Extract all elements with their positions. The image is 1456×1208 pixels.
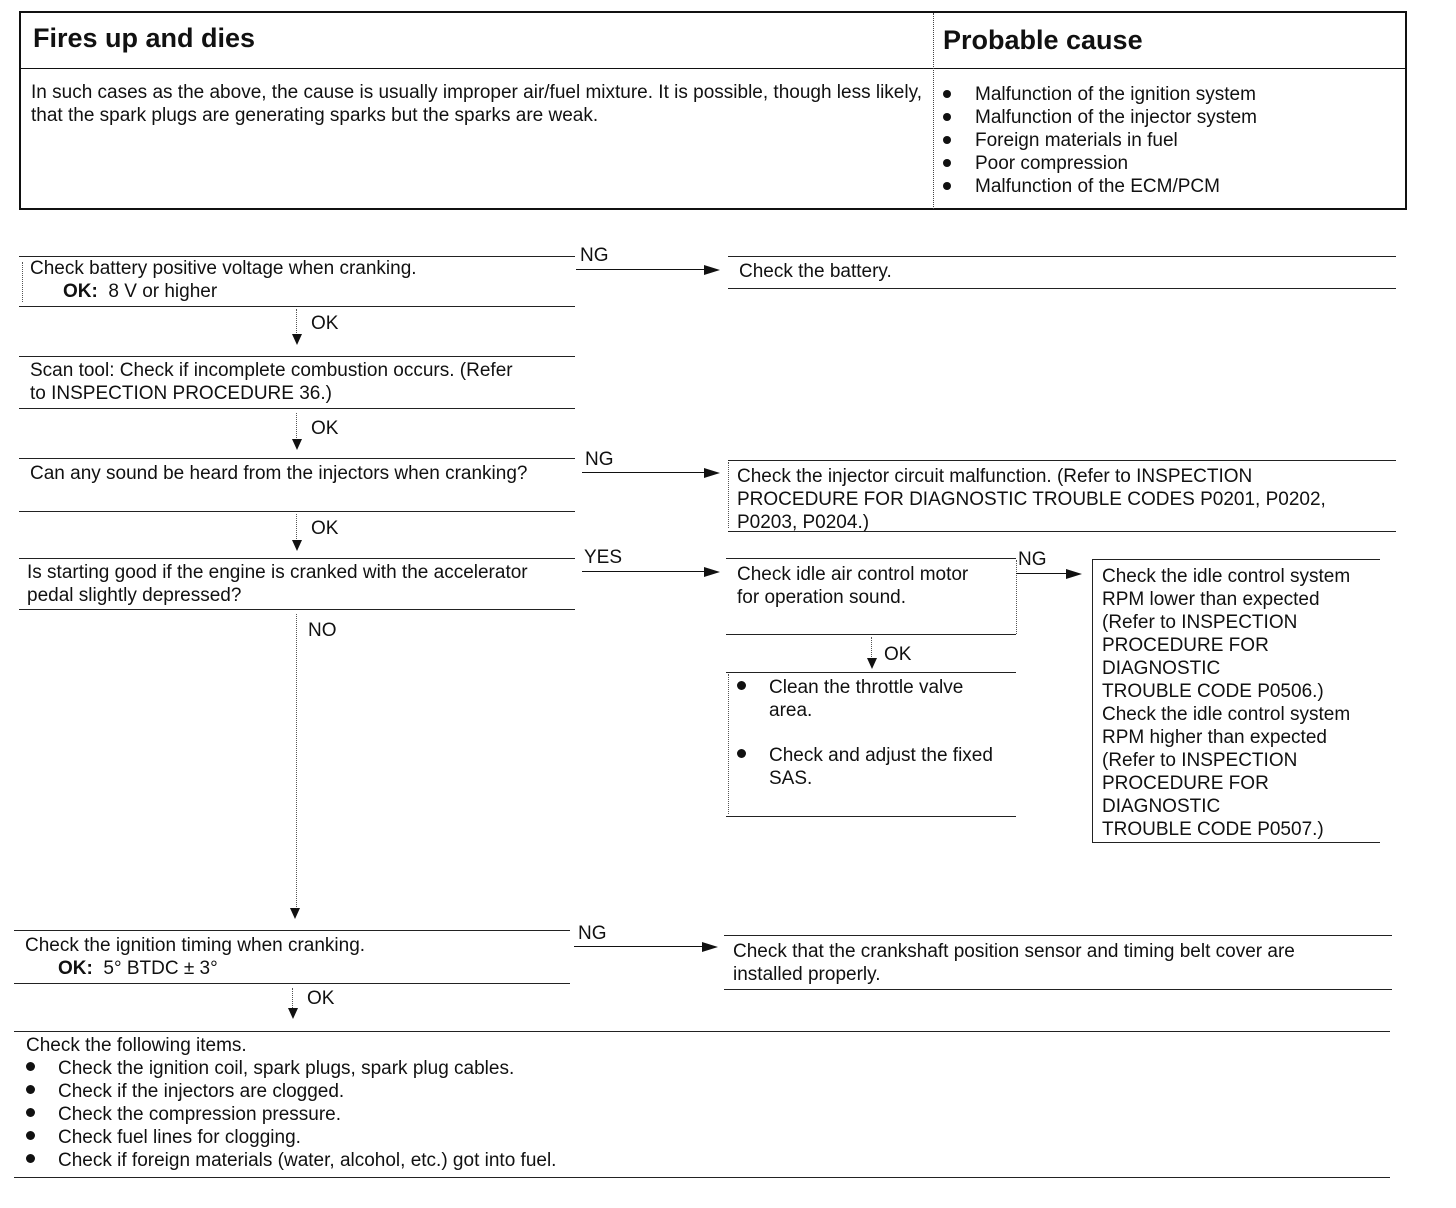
step2-text-line1: Scan tool: Check if incomplete combustion occurs. (Refer [30,360,513,381]
step3-ok-label: OK [311,518,339,539]
step3-bottom-rule [19,511,575,512]
step3-ng-arrow [582,472,706,473]
throttle-bottom-rule [726,816,1016,817]
step5-ok-label: OK [307,988,335,1009]
step4-no-label: NO [308,620,337,641]
step2-ok-label: OK [311,418,339,439]
arrow-down-icon [867,658,877,669]
connector [296,309,297,335]
step1-ng-arrow [576,269,706,270]
cause-item: Poor compression [943,152,1257,175]
step4-text-line2: pedal slightly depressed? [27,585,242,606]
injector-top-rule [728,460,1396,461]
crankshaft-top-rule [724,935,1392,936]
cause-item: Foreign materials in fuel [943,129,1257,152]
arrow-right-icon [702,942,718,952]
bullet-icon [737,681,746,690]
crankshaft-action-line1: Check that the crankshaft position sensor and timing belt cover are [733,941,1295,962]
symptom-table [19,11,1407,210]
arrow-down-icon [292,439,302,450]
idle-ng-line: TROUBLE CODE P0507.) [1102,819,1324,840]
step2-text-line2: to INSPECTION PROCEDURE 36.) [30,383,332,404]
step4-text-line1: Is starting good if the engine is cranked with the accelerator [27,562,528,583]
arrow-down-icon [292,334,302,345]
final-item: Check if the injectors are clogged. [26,1080,344,1103]
arrow-right-icon [704,265,720,275]
step5-ng-label: NG [578,923,607,944]
bullet-icon [26,1108,35,1117]
step1-ok-criteria: OK: 8 V or higher [63,281,218,302]
idle-text-line1: Check idle air control motor [737,564,969,585]
cause-item: Malfunction of the injector system [943,106,1257,129]
idle-ok-label: OK [884,644,912,665]
idle-ng-line: PROCEDURE FOR [1102,773,1269,794]
idle-ng-action-box [1092,559,1380,843]
step5-bottom-rule [14,983,570,984]
arrow-right-icon [704,567,720,577]
bullet-icon [26,1154,35,1163]
idle-ng-line: RPM lower than expected [1102,589,1320,610]
throttle-item: Check and adjust the fixed [737,744,993,767]
bullet-icon [943,113,951,121]
idle-ng-line: (Refer to INSPECTION [1102,750,1298,771]
battery-bottom-rule [728,288,1396,289]
step3-top-rule [19,458,575,459]
probable-cause-title: Probable cause [943,25,1143,55]
bullet-icon [943,90,951,98]
bullet-icon [943,182,951,190]
final-item: Check fuel lines for clogging. [26,1126,301,1149]
step4-yes-label: YES [584,547,623,568]
step2-bottom-rule [19,408,575,409]
injector-action-line1: Check the injector circuit malfunction. (Refer to INSPECTION [737,466,1253,487]
connector [292,988,293,1008]
idle-ng-line: TROUBLE CODE P0506.) [1102,681,1324,702]
idle-ng-line: RPM higher than expected [1102,727,1327,748]
bullet-icon [943,136,951,144]
cause-item: Malfunction of the ECM/PCM [943,175,1257,198]
step1-bottom-rule [19,306,575,307]
injector-side-rule [728,462,729,528]
arrow-right-icon [704,468,720,478]
symptom-title: Fires up and dies [33,23,256,53]
idle-bottom-rule [726,634,1016,635]
final-item: Check the compression pressure. [26,1103,341,1126]
step1-ok-label: OK [311,313,339,334]
final-title: Check the following items. [26,1035,247,1056]
step1-text: Check battery positive voltage when cranking. [30,258,417,279]
crankshaft-bottom-rule [724,989,1392,990]
idle-ng-line: PROCEDURE FOR [1102,635,1269,656]
step5-text: Check the ignition timing when cranking. [25,935,366,956]
bullet-icon [943,159,951,167]
throttle-item: Clean the throttle valve [737,676,963,699]
idle-top-rule [726,558,1016,559]
connector [871,637,872,659]
arrow-down-icon [288,1008,298,1019]
throttle-item-cont: area. [769,700,813,721]
injector-bottom-rule [728,531,1396,532]
step5-top-rule [14,930,570,931]
idle-ng-arrow [1016,573,1068,574]
step4-top-rule [19,558,575,559]
step4-bottom-rule [19,609,575,610]
check-battery-action: Check the battery. [739,261,892,282]
cause-item: Malfunction of the ignition system [943,83,1257,106]
arrow-down-icon [290,908,300,919]
symptom-description: In such cases as the above, the cause is usually improper air/fuel mixture. It is possible, though less likely, that the spark plugs are generating sparks but the sparks are weak. [31,82,922,126]
injector-action-line3: P0203, P0204.) [737,512,870,533]
throttle-side-rule [728,674,729,814]
idle-ng-line: DIAGNOSTIC [1102,796,1221,817]
final-top-rule [14,1031,1390,1032]
throttle-item-cont: SAS. [769,768,813,789]
step2-top-rule [19,356,575,357]
step1-side-rule [22,262,23,302]
throttle-top-rule [726,672,1016,673]
battery-top-rule [728,256,1396,257]
bullet-icon [26,1131,35,1140]
bullet-icon [26,1085,35,1094]
header-divider [21,68,1407,69]
step3-text: Can any sound be heard from the injectors when cranking? [30,463,528,484]
final-item: Check if foreign materials (water, alcohol, etc.) got into fuel. [26,1149,556,1172]
connector [296,413,297,440]
step3-ng-label: NG [585,449,614,470]
step5-ok-criteria: OK: 5° BTDC ± 3° [58,958,218,979]
idle-side-rule [1016,560,1017,634]
idle-ng-label: NG [1018,549,1047,570]
step1-ng-label: NG [580,245,609,266]
arrow-right-icon [1066,569,1082,579]
crankshaft-action-line2: installed properly. [733,964,881,985]
final-item: Check the ignition coil, spark plugs, spark plug cables. [26,1057,514,1080]
probable-cause-list [943,83,1257,198]
bullet-icon [737,749,746,758]
injector-action-line2: PROCEDURE FOR DIAGNOSTIC TROUBLE CODES P0201, P0202, [737,489,1326,510]
idle-ng-line: Check the idle control system [1102,566,1351,587]
bullet-icon [26,1062,35,1071]
final-bottom-rule [14,1177,1390,1178]
idle-ng-line: Check the idle control system [1102,704,1351,725]
connector [296,514,297,541]
idle-ng-line: DIAGNOSTIC [1102,658,1221,679]
connector [296,614,297,907]
step5-ng-arrow [574,946,704,947]
arrow-down-icon [292,540,302,551]
idle-text-line2: for operation sound. [737,587,907,608]
idle-ng-line: (Refer to INSPECTION [1102,612,1298,633]
step4-yes-arrow [582,571,706,572]
